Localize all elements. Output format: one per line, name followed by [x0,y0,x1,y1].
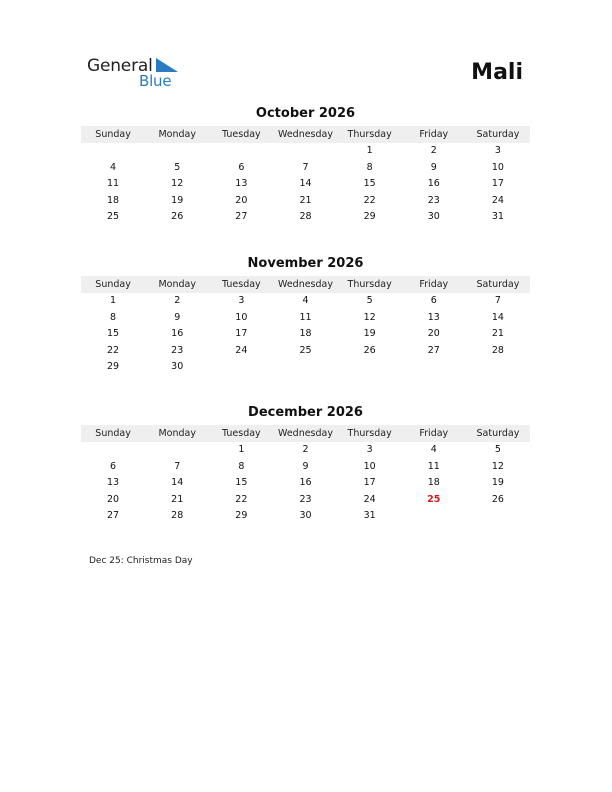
day-cell: 23 [427,194,440,206]
day-cell [145,143,209,160]
month-title: December 2026 [248,405,363,420]
weekday-label: Tuesday [222,129,261,140]
day-cell: 14 [491,311,504,323]
weekday-label: Tuesday [222,428,261,439]
month-october [81,105,530,226]
weekday-label: Sunday [95,279,131,290]
day-cell: 7 [494,295,501,306]
day-cell: 22 [235,493,248,505]
month-title: November 2026 [247,256,364,271]
week-row [81,442,530,459]
weekday-label: Thursday [347,129,392,140]
day-cell: 15 [363,178,376,190]
day-cell [81,143,145,160]
logo-general-text: General [87,56,153,76]
day-cell: 16 [299,477,312,489]
day-cell: 13 [107,477,120,489]
country-title: Mali [471,60,523,85]
weekday-label: Sunday [95,428,131,439]
day-cell [402,508,466,525]
weekday-header [81,276,530,293]
day-cell: 4 [302,295,309,306]
day-cell: 5 [174,161,181,173]
weekday-header [81,126,530,143]
week-row [81,326,530,343]
day-cell: 1 [366,145,373,156]
day-cell: 29 [363,211,376,223]
weekday-label: Monday [158,428,196,439]
day-cell: 23 [299,493,312,505]
day-cell [145,442,209,459]
day-cell: 29 [107,361,120,373]
day-cell: 23 [171,344,184,356]
month-grid [81,143,530,226]
week-row [81,209,530,226]
day-cell: 6 [110,460,117,472]
day-cell: 30 [299,510,312,522]
day-cell: 30 [171,361,184,373]
weekday-label: Friday [419,279,449,290]
week-row [81,160,530,177]
day-cell: 18 [107,194,120,206]
day-cell: 27 [235,211,248,223]
day-cell: 13 [427,311,440,323]
weekday-label: Friday [419,428,449,439]
month-november [81,255,530,376]
month-title: October 2026 [255,106,356,121]
week-row [81,459,530,476]
day-cell: 12 [171,178,184,190]
day-cell: 2 [430,145,437,156]
day-cell: 29 [235,510,248,522]
day-cell: 17 [363,477,376,489]
logo-blue-text: Blue [139,72,172,90]
day-cell: 10 [235,311,248,323]
weekday-label: Saturday [476,129,520,140]
day-cell: 31 [491,211,504,223]
week-row [81,310,530,327]
week-row [81,508,530,525]
day-cell: 9 [302,460,309,472]
day-cell [466,508,530,525]
day-cell: 10 [491,161,504,173]
day-cell: 24 [235,344,248,356]
weekday-label: Saturday [476,279,520,290]
day-cell: 28 [171,510,184,522]
day-cell [402,359,466,376]
day-cell: 6 [430,295,437,306]
day-cell: 22 [363,194,376,206]
weekday-label: Friday [419,129,449,140]
day-cell: 5 [494,444,501,455]
day-cell [466,359,530,376]
day-cell: 8 [110,311,117,323]
week-row [81,343,530,360]
day-cell: 28 [299,211,312,223]
day-cell: 7 [174,460,181,472]
weekday-label: Wednesday [277,279,333,290]
day-cell [81,442,145,459]
day-cell: 18 [299,328,312,340]
day-cell [273,359,337,376]
day-cell: 19 [363,328,376,340]
weekday-header [81,425,530,442]
holiday-note: Dec 25: Christmas Day [89,556,193,566]
day-cell: 14 [171,477,184,489]
day-cell: 1 [238,444,245,455]
day-cell: 8 [366,161,373,173]
day-cell: 3 [494,145,501,156]
day-cell: 11 [107,178,120,190]
day-cell [209,359,273,376]
day-cell: 12 [491,460,504,472]
weekday-label: Sunday [95,129,131,140]
day-cell: 16 [171,328,184,340]
logo-triangle-icon [156,58,178,72]
day-cell: 15 [235,477,248,489]
day-cell: 27 [107,510,120,522]
day-cell: 5 [366,295,373,306]
weekday-label: Thursday [347,279,392,290]
day-cell: 1 [110,295,117,306]
day-cell: 12 [363,311,376,323]
day-cell: 9 [430,161,437,173]
day-cell: 26 [171,211,184,223]
day-cell: 13 [235,178,248,190]
weekday-label: Monday [158,279,196,290]
day-cell: 19 [171,194,184,206]
day-cell: 2 [302,444,309,455]
week-row [81,492,530,509]
day-cell: 17 [235,328,248,340]
day-cell: 3 [366,444,373,455]
week-row [81,143,530,160]
day-cell: 4 [110,161,117,173]
day-cell: 21 [171,493,184,505]
day-cell: 20 [427,328,440,340]
general-blue-logo [87,56,187,92]
day-cell: 16 [427,178,440,190]
month-grid [81,293,530,376]
day-cell: 2 [174,295,181,306]
day-cell: 27 [427,344,440,356]
day-cell: 9 [174,311,181,323]
week-row [81,475,530,492]
day-cell: 20 [107,493,120,505]
day-cell: 10 [363,460,376,472]
weekday-label: Saturday [476,428,520,439]
day-cell: 20 [235,194,248,206]
day-cell: 8 [238,460,245,472]
day-cell: 24 [363,493,376,505]
day-cell: 11 [299,311,312,323]
weekday-label: Tuesday [222,279,261,290]
day-cell [338,359,402,376]
day-cell: 6 [238,161,245,173]
weekday-label: Thursday [347,428,392,439]
day-cell: 30 [427,211,440,223]
weekday-label: Monday [158,129,196,140]
day-cell: 22 [107,344,120,356]
week-row [81,359,530,376]
day-cell: 17 [491,178,504,190]
day-cell: 19 [491,477,504,489]
day-cell: 25 [107,211,120,223]
day-cell [273,143,337,160]
day-cell: 26 [491,493,504,505]
month-grid [81,442,530,525]
day-cell: 31 [363,510,376,522]
day-cell: 25 [299,344,312,356]
holiday-day-cell: 25 [427,493,441,505]
day-cell: 21 [299,194,312,206]
weekday-label: Wednesday [277,428,333,439]
day-cell: 3 [238,295,245,306]
day-cell [209,143,273,160]
day-cell: 26 [363,344,376,356]
day-cell: 15 [107,328,120,340]
day-cell: 24 [491,194,504,206]
day-cell: 18 [427,477,440,489]
day-cell: 7 [302,161,309,173]
week-row [81,176,530,193]
day-cell: 4 [430,444,437,455]
day-cell: 11 [427,460,440,472]
day-cell: 21 [491,328,504,340]
day-cell: 28 [491,344,504,356]
month-december [81,404,530,525]
week-row [81,293,530,310]
week-row [81,193,530,210]
day-cell: 14 [299,178,312,190]
weekday-label: Wednesday [277,129,333,140]
